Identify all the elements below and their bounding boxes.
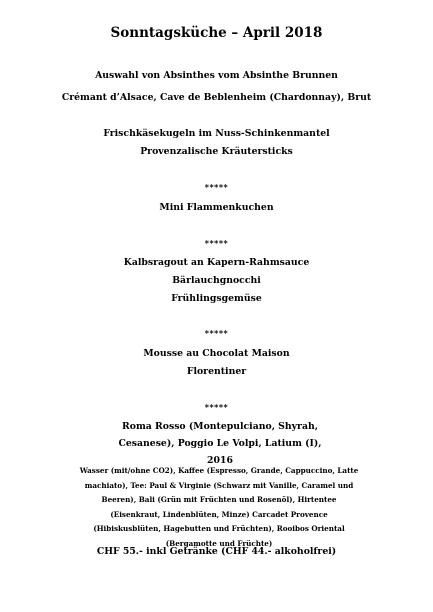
aperitif-line-2: Crémant d’Alsace, Cave de Beblenheim (Chardonnay), Brut — [61, 92, 372, 103]
main-course-line-2: Bärlauchgnocchi — [172, 275, 261, 286]
aperitif-line-1: Auswahl von Absinthes vom Absinthe Brunnen — [95, 70, 338, 81]
separator-2: ***** — [204, 238, 229, 248]
starter-line-2: Provenzalische Kräutersticks — [140, 146, 293, 157]
starter-line-1: Frischkäsekugeln im Nuss-Schinkenmantel — [103, 128, 330, 139]
dessert-line-2: Florentiner — [186, 366, 247, 377]
separator-3: ***** — [204, 328, 229, 338]
menu-title: Sonntagsküche – April 2018 — [110, 25, 323, 41]
drinks-text: Wasser (mit/ohne CO2), Kaffee (Espresso, Grande, Cappuccino, Latte machiato), Tee: Paul & Virginie (Schwarz mit Vanille, Caramel und Beeren), Bali (Grün mit Früchten und Rosenöl), Hirtentee (Eisenkraut, Lindenblüten, Minze) Carcadet Provence (Hibiskusblüten, Hagebutten und Früchten), Rooibos Oriental (Bergamotte und Früchte) — [79, 466, 359, 548]
main-course-line-3: Frühlingsgemüse — [171, 293, 262, 304]
separator-4: ***** — [204, 402, 229, 412]
dessert-line-1: Mousse au Chocolat Maison — [143, 348, 290, 359]
wine-text: Roma Rosso (Montepulciano, Shyrah, Cesanese), Poggio Le Volpi, Latium (I), 2016 — [118, 421, 322, 466]
price-line: CHF 55.- inkl Getränke (CHF 44.- alkoholfrei) — [96, 546, 337, 557]
separator-1: ***** — [204, 182, 229, 192]
course2-line-1: Mini Flammenkuchen — [159, 202, 274, 213]
main-course-line-1: Kalbsragout an Kapern-Rahmsauce — [123, 257, 310, 268]
